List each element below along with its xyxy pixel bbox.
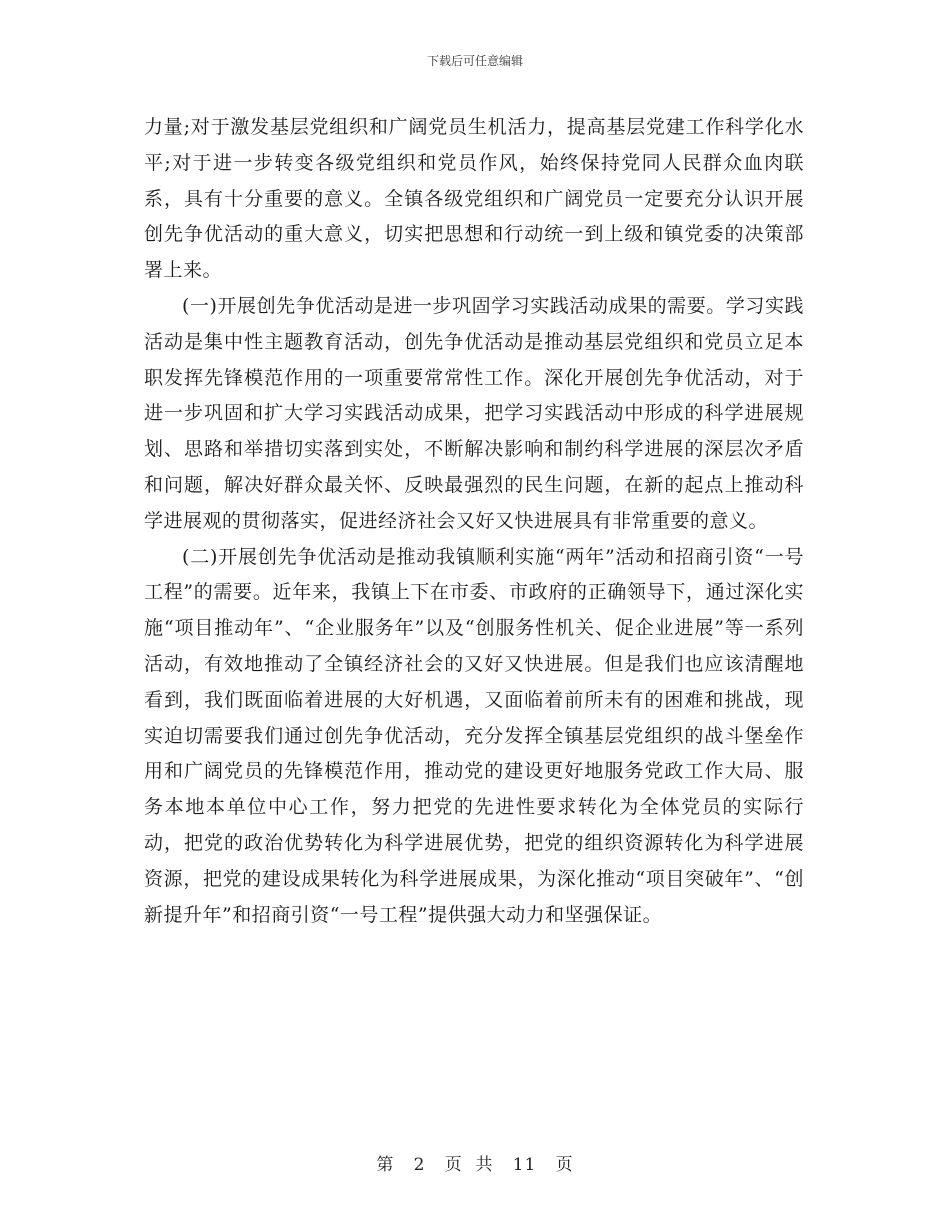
paragraph-section-one: (一)开展创先争优活动是进一步巩固学习实践活动成果的需要。学习实践活动是集中性主题教育活动，创先争优活动是推动基层党组织和党员立足本职发挥先锋模范作用的一项重要常常性工作。深化开展创先争优活动，对于进一步巩固和扩大学习实践活动成果，把学习实践活动中形成的科学进展规划、思路和举措切实落到实处，不断解决影响和制约科学进展的深层次矛盾和问题，解决好群众最关怀、反映最强烈的民生问题，在新的起点上推动科学进展观的贯彻落实，促进经济社会又好又快进展具有非常重要的意义。 [144, 294, 804, 532]
document-body [144, 110, 804, 933]
page-header [0, 53, 950, 69]
footer-total-pages: 11 [512, 1155, 537, 1175]
paragraph-section-two: (二)开展创先争优活动是推动我镇顺利实施“两年”活动和招商引资“一号工程”的需要。近年来，我镇上下在市委、市政府的正确领导下，通过深化实施“项目推动年”、“企业服务年”以及“创服务性机关、促企业进展”等一系列活动，有效地推动了全镇经济社会的又好又快进展。但是我们也应该清醒地看到，我们既面临着进展的大好机遇，又面临着前所未有的困难和挑战，现实迫切需要我们通过创先争优活动，充分发挥全镇基层党组织的战斗堡垒作用和广阔党员的先锋模范作用，推动党的建设更好地服务党政工作大局、服务本地本单位中心工作，努力把党的先进性要求转化为全体党员的实际行动，把党的政治优势转化为科学进展优势，把党的组织资源转化为科学进展资源，把党的建设成果转化为科学进展成果，为深化推动“项目突破年”、“创新提升年”和招商引资“一号工程”提供强大动力和坚强保证。 [144, 545, 804, 926]
footer-current-page: 2 [413, 1155, 426, 1175]
footer-suffix: 页 [555, 1155, 574, 1175]
header-text: 下载后可任意编辑 [426, 54, 523, 68]
footer-prefix: 第 [376, 1155, 395, 1175]
paragraph-continuation: 力量;对于激发基层党组织和广阔党员生机活力，提高基层党建工作科学化水平;对于进一步转变各级党组织和党员作风，始终保持党同人民群众血肉联系，具有十分重要的意义。全镇各级党组织和广阔党员一定要充分认识开展创先争优活动的重大意义，切实把思想和行动统一到上级和镇党委的决策部署上来。 [144, 116, 804, 282]
page-footer [0, 1154, 950, 1176]
footer-middle: 页 共 [444, 1155, 494, 1175]
